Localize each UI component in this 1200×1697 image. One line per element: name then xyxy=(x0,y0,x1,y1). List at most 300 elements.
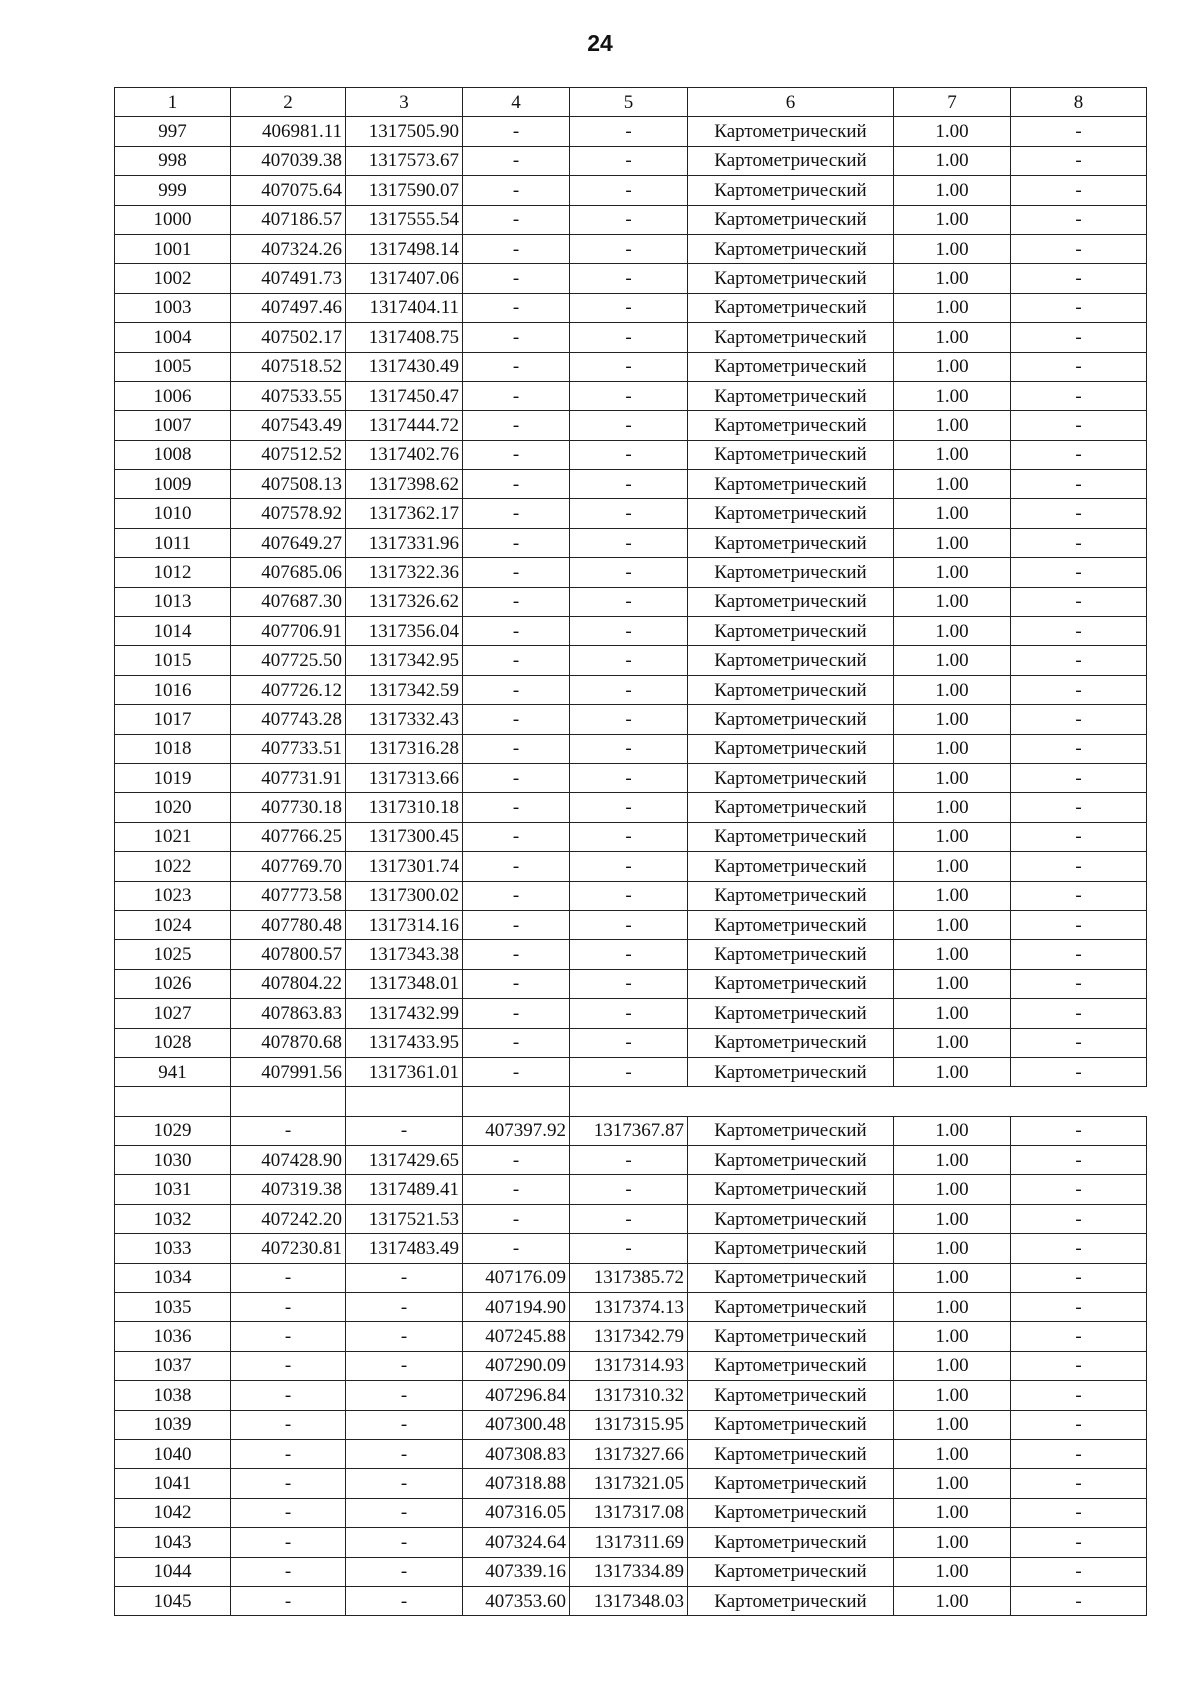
accuracy-cell: 1.00 xyxy=(894,646,1011,675)
description-cell: - xyxy=(1011,1028,1147,1057)
table-header-row xyxy=(115,88,1147,117)
y-coordinate-b-cell: 1317311.69 xyxy=(570,1528,688,1557)
x-coordinate-a-cell: - xyxy=(231,1439,346,1468)
table-row xyxy=(115,1351,1147,1380)
x-coordinate-b-cell: - xyxy=(463,793,570,822)
accuracy-cell: 1.00 xyxy=(894,1263,1011,1292)
x-coordinate-b-cell: - xyxy=(463,176,570,205)
accuracy-cell: 1.00 xyxy=(894,1498,1011,1527)
y-coordinate-a-cell: 1317450.47 xyxy=(346,381,463,410)
point-number-cell: 1032 xyxy=(115,1204,231,1233)
table-row xyxy=(115,763,1147,792)
accuracy-cell: 1.00 xyxy=(894,293,1011,322)
method-cell: Картометрический xyxy=(688,1469,894,1498)
method-cell: Картометрический xyxy=(688,1410,894,1439)
y-coordinate-a-cell: - xyxy=(346,1263,463,1292)
empty-cell xyxy=(346,1087,463,1116)
y-coordinate-b-cell: - xyxy=(570,940,688,969)
table-row xyxy=(115,1146,1147,1175)
table-row xyxy=(115,969,1147,998)
table-row xyxy=(115,852,1147,881)
method-cell: Картометрический xyxy=(688,705,894,734)
x-coordinate-a-cell: 407502.17 xyxy=(231,323,346,352)
empty-cell xyxy=(570,1087,688,1116)
point-number-cell: 1004 xyxy=(115,323,231,352)
y-coordinate-b-cell: 1317385.72 xyxy=(570,1263,688,1292)
table-row xyxy=(115,499,1147,528)
y-coordinate-b-cell: - xyxy=(570,470,688,499)
y-coordinate-b-cell: - xyxy=(570,558,688,587)
description-cell: - xyxy=(1011,705,1147,734)
x-coordinate-a-cell: - xyxy=(231,1293,346,1322)
x-coordinate-a-cell: 407230.81 xyxy=(231,1234,346,1263)
table-row xyxy=(115,1263,1147,1292)
x-coordinate-a-cell: - xyxy=(231,1469,346,1498)
table-row xyxy=(115,1586,1147,1615)
description-cell: - xyxy=(1011,969,1147,998)
method-cell: Картометрический xyxy=(688,1351,894,1380)
x-coordinate-a-cell: 407863.83 xyxy=(231,999,346,1028)
accuracy-cell: 1.00 xyxy=(894,440,1011,469)
y-coordinate-b-cell: 1317327.66 xyxy=(570,1439,688,1468)
y-coordinate-b-cell: - xyxy=(570,234,688,263)
accuracy-cell: 1.00 xyxy=(894,999,1011,1028)
accuracy-cell: 1.00 xyxy=(894,734,1011,763)
empty-cell xyxy=(231,1087,346,1116)
table-row xyxy=(115,587,1147,616)
accuracy-cell: 1.00 xyxy=(894,1175,1011,1204)
y-coordinate-a-cell: 1317402.76 xyxy=(346,440,463,469)
description-cell: - xyxy=(1011,499,1147,528)
table-row xyxy=(115,1175,1147,1204)
method-cell: Картометрический xyxy=(688,440,894,469)
accuracy-cell: 1.00 xyxy=(894,881,1011,910)
table-row xyxy=(115,1057,1147,1086)
y-coordinate-a-cell: 1317342.95 xyxy=(346,646,463,675)
description-cell: - xyxy=(1011,1322,1147,1351)
description-cell: - xyxy=(1011,1263,1147,1292)
y-coordinate-a-cell: 1317322.36 xyxy=(346,558,463,587)
y-coordinate-b-cell: - xyxy=(570,352,688,381)
method-cell: Картометрический xyxy=(688,646,894,675)
x-coordinate-a-cell: 407428.90 xyxy=(231,1146,346,1175)
x-coordinate-b-cell: 407308.83 xyxy=(463,1439,570,1468)
y-coordinate-a-cell: - xyxy=(346,1469,463,1498)
y-coordinate-b-cell: - xyxy=(570,1175,688,1204)
x-coordinate-b-cell: - xyxy=(463,1204,570,1233)
x-coordinate-b-cell: 407300.48 xyxy=(463,1410,570,1439)
point-number-cell: 1013 xyxy=(115,587,231,616)
x-coordinate-a-cell: - xyxy=(231,1381,346,1410)
method-cell: Картометрический xyxy=(688,1057,894,1086)
accuracy-cell: 1.00 xyxy=(894,1469,1011,1498)
table-row xyxy=(115,470,1147,499)
y-coordinate-a-cell: 1317483.49 xyxy=(346,1234,463,1263)
point-number-cell: 1044 xyxy=(115,1557,231,1586)
point-number-cell: 1022 xyxy=(115,852,231,881)
accuracy-cell: 1.00 xyxy=(894,822,1011,851)
y-coordinate-b-cell: 1317342.79 xyxy=(570,1322,688,1351)
description-cell: - xyxy=(1011,528,1147,557)
x-coordinate-a-cell: 407731.91 xyxy=(231,763,346,792)
x-coordinate-b-cell: - xyxy=(463,763,570,792)
table-row xyxy=(115,234,1147,263)
x-coordinate-a-cell: - xyxy=(231,1116,346,1145)
accuracy-cell: 1.00 xyxy=(894,910,1011,939)
empty-cell xyxy=(688,1087,894,1116)
x-coordinate-a-cell: 407543.49 xyxy=(231,411,346,440)
x-coordinate-a-cell: 407508.13 xyxy=(231,470,346,499)
y-coordinate-a-cell: 1317407.06 xyxy=(346,264,463,293)
y-coordinate-b-cell: - xyxy=(570,1204,688,1233)
y-coordinate-a-cell: - xyxy=(346,1322,463,1351)
table-row xyxy=(115,1204,1147,1233)
point-number-cell: 1017 xyxy=(115,705,231,734)
y-coordinate-a-cell: 1317430.49 xyxy=(346,352,463,381)
point-number-cell: 1042 xyxy=(115,1498,231,1527)
method-cell: Картометрический xyxy=(688,264,894,293)
y-coordinate-b-cell: - xyxy=(570,264,688,293)
table-row xyxy=(115,1116,1147,1145)
x-coordinate-b-cell: - xyxy=(463,1234,570,1263)
accuracy-cell: 1.00 xyxy=(894,1410,1011,1439)
x-coordinate-b-cell: - xyxy=(463,411,570,440)
y-coordinate-a-cell: 1317505.90 xyxy=(346,117,463,146)
point-number-cell: 1027 xyxy=(115,999,231,1028)
description-cell: - xyxy=(1011,470,1147,499)
description-cell: - xyxy=(1011,1410,1147,1439)
description-cell: - xyxy=(1011,117,1147,146)
x-coordinate-b-cell: - xyxy=(463,940,570,969)
x-coordinate-b-cell: - xyxy=(463,1057,570,1086)
x-coordinate-b-cell: - xyxy=(463,352,570,381)
description-cell: - xyxy=(1011,1557,1147,1586)
x-coordinate-a-cell: 407186.57 xyxy=(231,205,346,234)
accuracy-cell: 1.00 xyxy=(894,587,1011,616)
x-coordinate-a-cell: - xyxy=(231,1351,346,1380)
accuracy-cell: 1.00 xyxy=(894,1204,1011,1233)
method-cell: Картометрический xyxy=(688,1586,894,1615)
method-cell: Картометрический xyxy=(688,1263,894,1292)
accuracy-cell: 1.00 xyxy=(894,1586,1011,1615)
x-coordinate-b-cell: - xyxy=(463,323,570,352)
point-number-cell: 998 xyxy=(115,146,231,175)
x-coordinate-b-cell: - xyxy=(463,558,570,587)
description-cell: - xyxy=(1011,146,1147,175)
description-cell: - xyxy=(1011,763,1147,792)
accuracy-cell: 1.00 xyxy=(894,352,1011,381)
description-cell: - xyxy=(1011,323,1147,352)
table-row xyxy=(115,1528,1147,1557)
method-cell: Картометрический xyxy=(688,1293,894,1322)
y-coordinate-b-cell: - xyxy=(570,969,688,998)
y-coordinate-b-cell: - xyxy=(570,117,688,146)
x-coordinate-a-cell: 407512.52 xyxy=(231,440,346,469)
table-row xyxy=(115,793,1147,822)
y-coordinate-b-cell: - xyxy=(570,617,688,646)
accuracy-cell: 1.00 xyxy=(894,176,1011,205)
method-cell: Картометрический xyxy=(688,793,894,822)
y-coordinate-a-cell: 1317314.16 xyxy=(346,910,463,939)
column-header: 5 xyxy=(570,88,688,117)
table-row xyxy=(115,1439,1147,1468)
point-number-cell: 1037 xyxy=(115,1351,231,1380)
y-coordinate-a-cell: 1317555.54 xyxy=(346,205,463,234)
description-cell: - xyxy=(1011,1381,1147,1410)
description-cell: - xyxy=(1011,910,1147,939)
point-number-cell: 1029 xyxy=(115,1116,231,1145)
column-header: 8 xyxy=(1011,88,1147,117)
x-coordinate-b-cell: - xyxy=(463,587,570,616)
y-coordinate-a-cell: 1317489.41 xyxy=(346,1175,463,1204)
point-number-cell: 1040 xyxy=(115,1439,231,1468)
x-coordinate-b-cell: 407194.90 xyxy=(463,1293,570,1322)
x-coordinate-b-cell: - xyxy=(463,969,570,998)
accuracy-cell: 1.00 xyxy=(894,793,1011,822)
y-coordinate-b-cell: - xyxy=(570,1057,688,1086)
y-coordinate-a-cell: - xyxy=(346,1439,463,1468)
point-number-cell: 1026 xyxy=(115,969,231,998)
point-number-cell: 1020 xyxy=(115,793,231,822)
method-cell: Картометрический xyxy=(688,734,894,763)
method-cell: Картометрический xyxy=(688,1116,894,1145)
point-number-cell: 1023 xyxy=(115,881,231,910)
y-coordinate-b-cell: - xyxy=(570,646,688,675)
y-coordinate-a-cell: 1317331.96 xyxy=(346,528,463,557)
table-row xyxy=(115,117,1147,146)
y-coordinate-b-cell: - xyxy=(570,499,688,528)
method-cell: Картометрический xyxy=(688,176,894,205)
y-coordinate-b-cell: - xyxy=(570,822,688,851)
method-cell: Картометрический xyxy=(688,1146,894,1175)
column-header: 3 xyxy=(346,88,463,117)
x-coordinate-b-cell: - xyxy=(463,264,570,293)
point-number-cell: 1021 xyxy=(115,822,231,851)
point-number-cell: 1024 xyxy=(115,910,231,939)
x-coordinate-a-cell: 407804.22 xyxy=(231,969,346,998)
x-coordinate-a-cell: 407733.51 xyxy=(231,734,346,763)
x-coordinate-a-cell: 407491.73 xyxy=(231,264,346,293)
method-cell: Картометрический xyxy=(688,1028,894,1057)
y-coordinate-b-cell: - xyxy=(570,1146,688,1175)
accuracy-cell: 1.00 xyxy=(894,1557,1011,1586)
x-coordinate-b-cell: - xyxy=(463,1028,570,1057)
description-cell: - xyxy=(1011,176,1147,205)
table-row xyxy=(115,176,1147,205)
description-cell: - xyxy=(1011,852,1147,881)
table-row xyxy=(115,999,1147,1028)
y-coordinate-b-cell: - xyxy=(570,881,688,910)
method-cell: Картометрический xyxy=(688,852,894,881)
x-coordinate-b-cell: - xyxy=(463,1175,570,1204)
accuracy-cell: 1.00 xyxy=(894,1381,1011,1410)
column-header: 7 xyxy=(894,88,1011,117)
method-cell: Картометрический xyxy=(688,1322,894,1351)
table-row xyxy=(115,1028,1147,1057)
x-coordinate-a-cell: - xyxy=(231,1322,346,1351)
accuracy-cell: 1.00 xyxy=(894,1234,1011,1263)
y-coordinate-a-cell: 1317356.04 xyxy=(346,617,463,646)
x-coordinate-b-cell: - xyxy=(463,646,570,675)
description-cell: - xyxy=(1011,1528,1147,1557)
x-coordinate-a-cell: 407780.48 xyxy=(231,910,346,939)
accuracy-cell: 1.00 xyxy=(894,617,1011,646)
point-number-cell: 941 xyxy=(115,1057,231,1086)
x-coordinate-b-cell: - xyxy=(463,734,570,763)
y-coordinate-a-cell: 1317332.43 xyxy=(346,705,463,734)
x-coordinate-b-cell: - xyxy=(463,470,570,499)
accuracy-cell: 1.00 xyxy=(894,969,1011,998)
table-row xyxy=(115,528,1147,557)
y-coordinate-b-cell: - xyxy=(570,999,688,1028)
description-cell: - xyxy=(1011,1234,1147,1263)
accuracy-cell: 1.00 xyxy=(894,1146,1011,1175)
method-cell: Картометрический xyxy=(688,499,894,528)
method-cell: Картометрический xyxy=(688,881,894,910)
x-coordinate-b-cell: 407176.09 xyxy=(463,1263,570,1292)
y-coordinate-a-cell: - xyxy=(346,1116,463,1145)
table-row xyxy=(115,1322,1147,1351)
x-coordinate-a-cell: 407991.56 xyxy=(231,1057,346,1086)
x-coordinate-a-cell: 407726.12 xyxy=(231,675,346,704)
method-cell: Картометрический xyxy=(688,234,894,263)
accuracy-cell: 1.00 xyxy=(894,763,1011,792)
description-cell: - xyxy=(1011,1175,1147,1204)
x-coordinate-b-cell: 407318.88 xyxy=(463,1469,570,1498)
x-coordinate-a-cell: - xyxy=(231,1498,346,1527)
method-cell: Картометрический xyxy=(688,528,894,557)
y-coordinate-b-cell: - xyxy=(570,205,688,234)
description-cell: - xyxy=(1011,558,1147,587)
x-coordinate-a-cell: 407685.06 xyxy=(231,558,346,587)
x-coordinate-b-cell: - xyxy=(463,675,570,704)
table-row xyxy=(115,1381,1147,1410)
description-cell: - xyxy=(1011,1586,1147,1615)
x-coordinate-b-cell: 407290.09 xyxy=(463,1351,570,1380)
x-coordinate-b-cell: - xyxy=(463,528,570,557)
table-separator xyxy=(115,1087,1147,1116)
point-number-cell: 1009 xyxy=(115,470,231,499)
table-row xyxy=(115,881,1147,910)
empty-separator-row xyxy=(115,1087,1147,1116)
x-coordinate-a-cell: 407769.70 xyxy=(231,852,346,881)
point-number-cell: 1014 xyxy=(115,617,231,646)
description-cell: - xyxy=(1011,1057,1147,1086)
y-coordinate-b-cell: - xyxy=(570,734,688,763)
x-coordinate-b-cell: - xyxy=(463,910,570,939)
x-coordinate-b-cell: - xyxy=(463,1146,570,1175)
x-coordinate-a-cell: 407706.91 xyxy=(231,617,346,646)
x-coordinate-a-cell: 406981.11 xyxy=(231,117,346,146)
table-row xyxy=(115,146,1147,175)
y-coordinate-a-cell: - xyxy=(346,1498,463,1527)
y-coordinate-b-cell: - xyxy=(570,293,688,322)
table-row xyxy=(115,352,1147,381)
description-cell: - xyxy=(1011,793,1147,822)
description-cell: - xyxy=(1011,234,1147,263)
y-coordinate-a-cell: 1317404.11 xyxy=(346,293,463,322)
x-coordinate-a-cell: 407687.30 xyxy=(231,587,346,616)
empty-cell xyxy=(463,1087,570,1116)
y-coordinate-b-cell: - xyxy=(570,381,688,410)
x-coordinate-a-cell: 407773.58 xyxy=(231,881,346,910)
accuracy-cell: 1.00 xyxy=(894,264,1011,293)
y-coordinate-b-cell: 1317310.32 xyxy=(570,1381,688,1410)
x-coordinate-b-cell: - xyxy=(463,852,570,881)
table-row xyxy=(115,646,1147,675)
table-row xyxy=(115,1293,1147,1322)
y-coordinate-a-cell: 1317521.53 xyxy=(346,1204,463,1233)
x-coordinate-b-cell: - xyxy=(463,881,570,910)
table-row xyxy=(115,617,1147,646)
description-cell: - xyxy=(1011,440,1147,469)
x-coordinate-b-cell: 407296.84 xyxy=(463,1381,570,1410)
y-coordinate-a-cell: - xyxy=(346,1293,463,1322)
description-cell: - xyxy=(1011,1469,1147,1498)
coordinates-table xyxy=(114,87,1147,1616)
y-coordinate-b-cell: - xyxy=(570,763,688,792)
y-coordinate-a-cell: 1317343.38 xyxy=(346,940,463,969)
y-coordinate-b-cell: 1317317.08 xyxy=(570,1498,688,1527)
column-header: 4 xyxy=(463,88,570,117)
y-coordinate-a-cell: - xyxy=(346,1410,463,1439)
method-cell: Картометрический xyxy=(688,352,894,381)
y-coordinate-a-cell: - xyxy=(346,1557,463,1586)
description-cell: - xyxy=(1011,675,1147,704)
method-cell: Картометрический xyxy=(688,205,894,234)
table-row xyxy=(115,293,1147,322)
point-number-cell: 1007 xyxy=(115,411,231,440)
table-row xyxy=(115,1234,1147,1263)
method-cell: Картометрический xyxy=(688,822,894,851)
x-coordinate-a-cell: 407725.50 xyxy=(231,646,346,675)
y-coordinate-a-cell: 1317313.66 xyxy=(346,763,463,792)
y-coordinate-a-cell: - xyxy=(346,1528,463,1557)
method-cell: Картометрический xyxy=(688,558,894,587)
method-cell: Картометрический xyxy=(688,1175,894,1204)
method-cell: Картометрический xyxy=(688,117,894,146)
accuracy-cell: 1.00 xyxy=(894,675,1011,704)
y-coordinate-b-cell: - xyxy=(570,793,688,822)
accuracy-cell: 1.00 xyxy=(894,205,1011,234)
y-coordinate-b-cell: - xyxy=(570,675,688,704)
coordinates-table-container xyxy=(114,87,1147,1616)
method-cell: Картометрический xyxy=(688,1557,894,1586)
y-coordinate-a-cell: 1317362.17 xyxy=(346,499,463,528)
point-number-cell: 1018 xyxy=(115,734,231,763)
point-number-cell: 1010 xyxy=(115,499,231,528)
description-cell: - xyxy=(1011,646,1147,675)
x-coordinate-a-cell: 407319.38 xyxy=(231,1175,346,1204)
x-coordinate-a-cell: - xyxy=(231,1263,346,1292)
x-coordinate-a-cell: - xyxy=(231,1410,346,1439)
x-coordinate-b-cell: 407353.60 xyxy=(463,1586,570,1615)
point-number-cell: 1016 xyxy=(115,675,231,704)
accuracy-cell: 1.00 xyxy=(894,323,1011,352)
y-coordinate-a-cell: - xyxy=(346,1381,463,1410)
y-coordinate-a-cell: 1317590.07 xyxy=(346,176,463,205)
point-number-cell: 997 xyxy=(115,117,231,146)
y-coordinate-b-cell: - xyxy=(570,440,688,469)
accuracy-cell: 1.00 xyxy=(894,234,1011,263)
accuracy-cell: 1.00 xyxy=(894,940,1011,969)
method-cell: Картометрический xyxy=(688,146,894,175)
empty-cell xyxy=(115,1087,231,1116)
point-number-cell: 1025 xyxy=(115,940,231,969)
point-number-cell: 1034 xyxy=(115,1263,231,1292)
point-number-cell: 1036 xyxy=(115,1322,231,1351)
point-number-cell: 1005 xyxy=(115,352,231,381)
